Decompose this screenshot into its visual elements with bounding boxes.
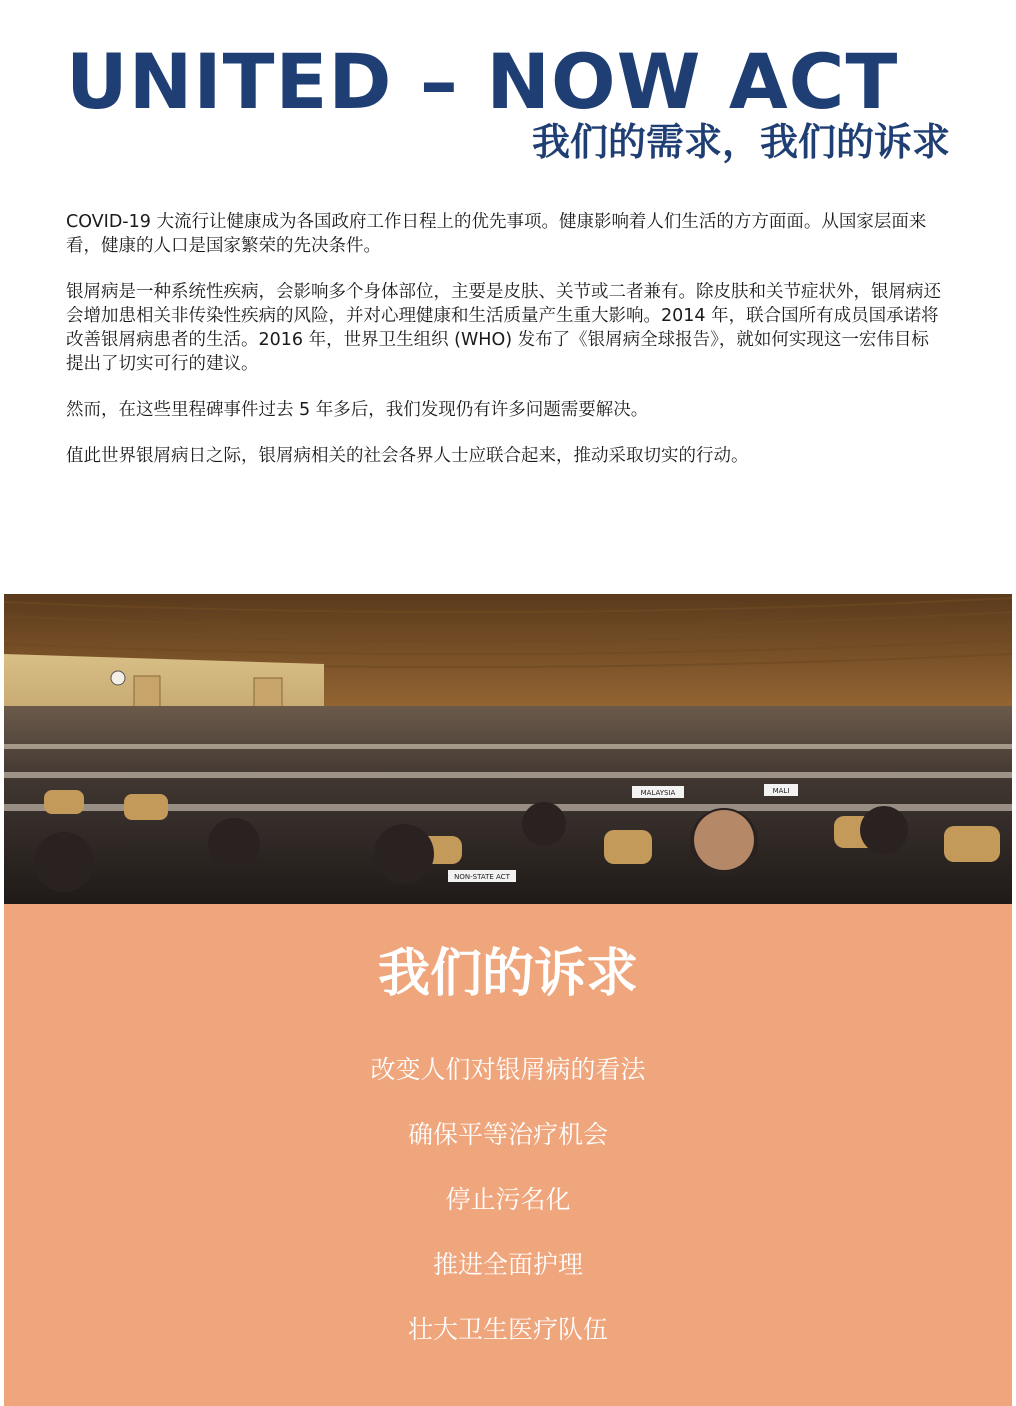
demand-item: 停止污名化 [445,1185,571,1214]
intro-paragraph: 值此世界银屑病日之际，银屑病相关的社会各界人士应联合起来，推动采取切实的行动。 [66,446,749,466]
sign-mali: MALI [772,787,790,795]
page-subheadline: 我们的需求，我们的诉求 [531,120,950,164]
bald-head [694,810,754,870]
demands-list [4,1050,1012,1375]
demand-item: 确保平等治疗机会 [407,1120,608,1149]
clock-icon [111,671,125,685]
intro-paragraph: 银屑病是一种系统性疾病，会影响多个身体部位，主要是皮肤、关节或二者兼有。除皮肤和关节症状外，银屑病还会增加患相关非传染性疾病的风险，并对心理健康和生活质量产生重大影响。2014 年，联合国所有成员国承诺将改善银屑病患者的生活。2016 年，世界卫生组织 (WHO) 发布了《银屑病全球报告》，就如何实现这一宏伟目标提出了切实可行的建议。 [66,282,941,374]
conference-hall-photo [4,594,1012,904]
intro-text [66,210,946,490]
demand-item: 改变人们对银屑病的看法 [370,1055,646,1084]
intro-paragraph: 然而，在这些里程碑事件过去 5 年多后，我们发现仍有许多问题需要解决。 [66,400,649,420]
demands-title: 我们的诉求 [377,944,638,1004]
conference-hall-illustration [4,594,1012,904]
demand-item: 推进全面护理 [432,1250,583,1279]
intro-paragraph: COVID-19 大流行让健康成为各国政府工作日程上的优先事项。健康影响着人们生活的方方面面。从国家层面来看，健康的人口是国家繁荣的先决条件。 [66,212,927,256]
sign-non-state: NON-STATE ACT [454,873,510,881]
page-headline: UNITED – NOW ACT [66,37,899,126]
sign-malaysia: MALAYSIA [640,789,676,797]
demands-panel [4,904,1012,1406]
demand-item: 壮大卫生医疗队伍 [407,1315,608,1344]
